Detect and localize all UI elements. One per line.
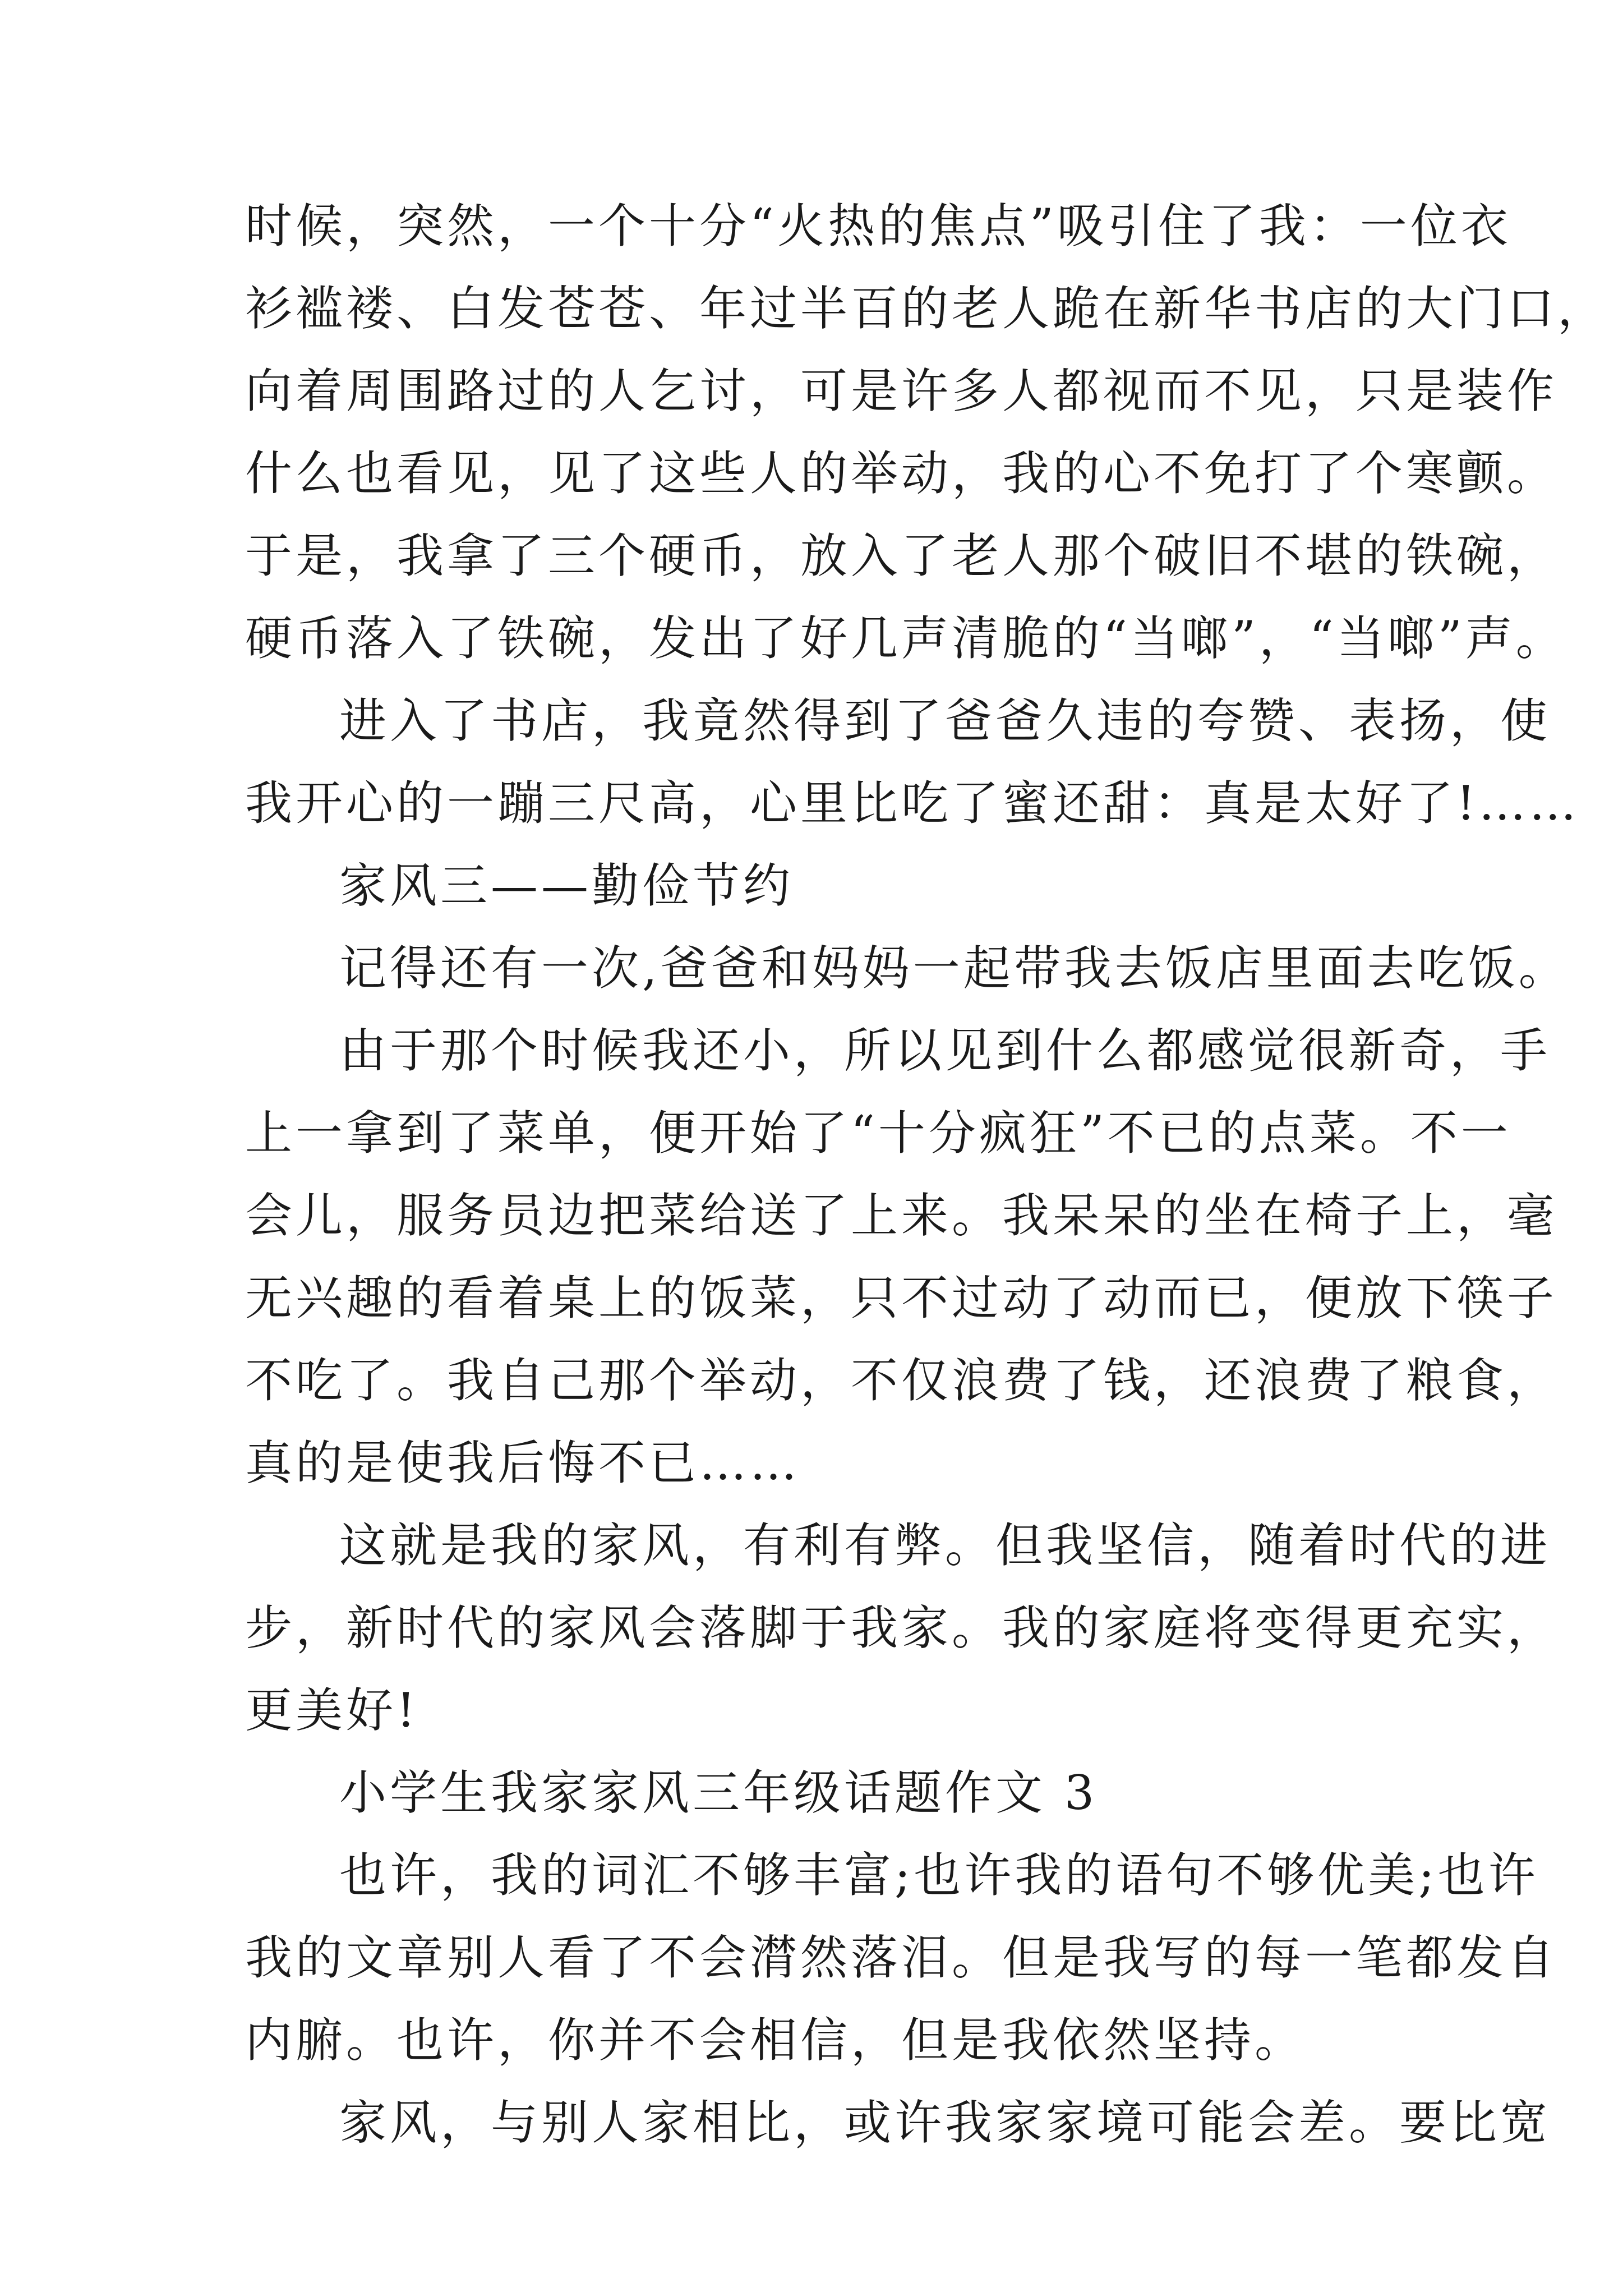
document-body	[245, 185, 1608, 2164]
paragraph-start-line: 由于那个时候我还小，所以见到什么都感觉很新奇，手	[339, 1023, 1551, 1078]
text-line: 向着周围路过的人乞讨，可是许多人都视而不见，只是装作	[245, 364, 1558, 418]
text-line: 会儿，服务员边把菜给送了上来。我呆呆的坐在椅子上，毫	[245, 1188, 1558, 1243]
essay-title: 小学生我家家风三年级话题作文 3	[339, 1765, 1098, 1820]
text-line: 时候，突然，一个十分“火热的焦点”吸引住了我：一位衣	[245, 199, 1511, 254]
section-heading: 家风三——勤俭节约	[339, 858, 794, 913]
text-line: 什么也看见，见了这些人的举动，我的心不免打了个寒颤。	[245, 446, 1558, 501]
paragraph-start-line: 家风，与别人家相比，或许我家家境可能会差。要比宽	[339, 2095, 1551, 2150]
paragraph-start-line: 记得还有一次,爸爸和妈妈一起带我去饭店里面去吃饭。	[339, 941, 1569, 996]
text-line: 我的文章别人看了不会潸然落泪。但是我写的每一笔都发自	[245, 1930, 1558, 1985]
text-line: 更美好!	[245, 1683, 419, 1738]
text-line: 无兴趣的看着桌上的饭菜，只不过动了动而已，便放下筷子	[245, 1271, 1558, 1326]
text-line: 内腑。也许，你并不会相信，但是我依然坚持。	[245, 2013, 1306, 2068]
text-line: 硬币落入了铁碗，发出了好几声清脆的“当啷”，“当啷”声。	[245, 611, 1566, 666]
paragraph-start-line: 这就是我的家风，有利有弊。但我坚信，随着时代的进	[339, 1518, 1551, 1573]
text-line: 不吃了。我自己那个举动，不仅浪费了钱，还浪费了粮食，	[245, 1353, 1558, 1408]
text-line: 真的是使我后悔不已……	[245, 1435, 801, 1490]
text-line: 于是，我拿了三个硬币，放入了老人那个破旧不堪的铁碗，	[245, 528, 1558, 583]
text-line: 我开心的一蹦三尺高，心里比吃了蜜还甜：真是太好了!……	[245, 776, 1580, 831]
text-line: 衫褴褛、白发苍苍、年过半百的老人跪在新华书店的大门口，	[245, 281, 1608, 336]
paragraph-start-line: 也许，我的词汇不够丰富;也许我的语句不够优美;也许	[339, 1848, 1539, 1903]
paragraph-start-line: 进入了书店，我竟然得到了爸爸久违的夸赞、表扬，使	[339, 693, 1551, 748]
text-line: 步，新时代的家风会落脚于我家。我的家庭将变得更充实，	[245, 1600, 1558, 1655]
text-line: 上一拿到了菜单，便开始了“十分疯狂”不已的点菜。不一	[245, 1106, 1511, 1161]
